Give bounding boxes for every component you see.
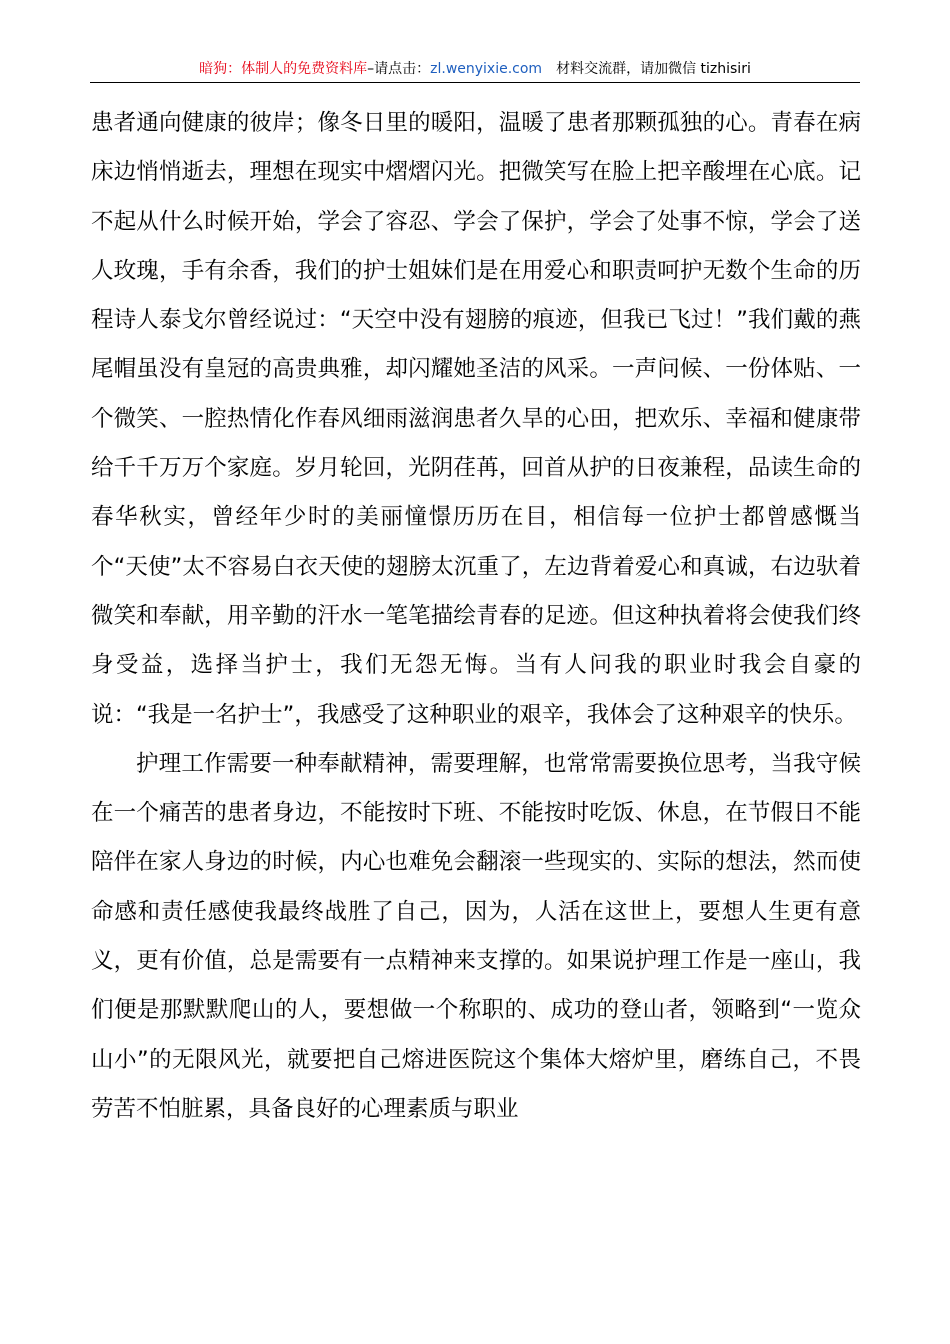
- paragraph-2: 护理工作需要一种奉献精神，需要理解，也常常需要换位思考，当我守候在一个痛苦的患者身边，不能按时下班、不能按时吃饭、休息，在节假日不能陪伴在家人身边的时候，内心也难免会翻滚一些现实的、实际的想法，然而使命感和责任感使我最终战胜了自己，因为，人活在这世上，要想人生更有意义，更有价值，总是需要有一点精神来支撑的。如果说护理工作是一座山，我们便是那默默爬山的人，要想做一个称职的、成功的登山者，领略到“一览众山小”的无限风光，就要把自己熔进医院这个集体大熔炉里，磨练自己，不畏劳苦不怕脏累，具备良好的心理素质与职业: [91, 750, 861, 1122]
- paragraph-1: 患者通向健康的彼岸；像冬日里的暖阳，温暖了患者那颗孤独的心。青春在病床边悄悄逝去，理想在现实中熠熠闪光。把微笑写在脸上把辛酸埋在心底。记不起从什么时候开始，学会了容忍、学会了保护，学会了处事不惊，学会了送人玫瑰，手有余香，我们的护士姐妹们是在用爱心和职责呵护无数个生命的历程诗人泰戈尔曾经说过：“天空中没有翅膀的痕迹，但我已飞过！”我们戴的燕尾帽虽没有皇冠的高贵典雅，却闪耀她圣洁的风采。一声问候、一份体贴、一个微笑、一腔热情化作春风细雨滋润患者久旱的心田，把欢乐、幸福和健康带给千千万万个家庭。岁月轮回，光阴荏苒，回首从护的日夜兼程，品读生命的春华秋实，曾经年少时的美丽憧憬历历在目，相信每一位护士都曾感慨当个“天使”太不容易白衣天使的翅膀太沉重了，左边背着爱心和真诚，右边驮着微笑和奉献，用辛勤的汗水一笔笔描绘青春的足迹。但这种执着将会使我们终身受益，选择当护士，我们无怨无悔。当有人问我的职业时我会自豪的说：“我是一名护士”，我感受了这种职业的艰辛，我体会了这种艰辛的快乐。: [91, 110, 861, 728]
- header-url-link[interactable]: zl.wenyixie.com: [430, 61, 543, 77]
- header-title: 暗狗：体制人的免费资料库: [199, 61, 368, 77]
- page-header: [90, 58, 860, 83]
- header-link-prefix: –请点击：: [367, 61, 431, 77]
- header-contact: 材料交流群，请加微信 tizhisiri: [556, 61, 751, 77]
- document-body: [91, 99, 861, 1134]
